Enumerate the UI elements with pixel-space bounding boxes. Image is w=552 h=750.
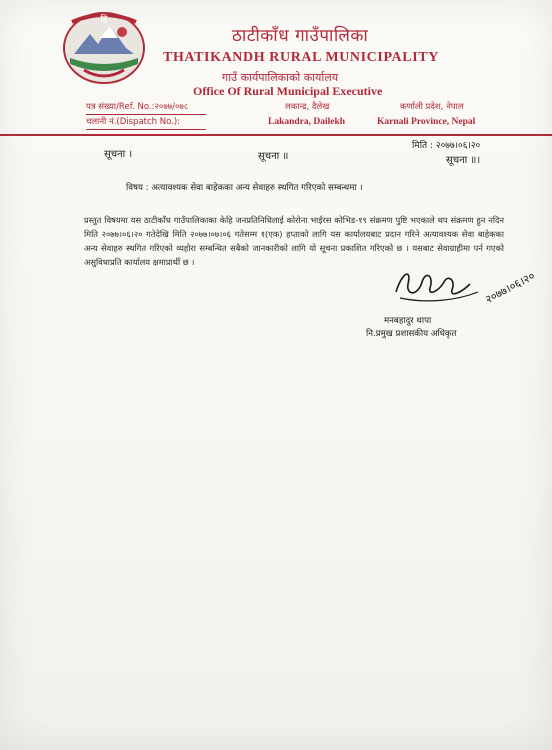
signatory-name: मनबहादुर थापा — [384, 316, 432, 326]
location-nepali: लकान्द्र, दैलेख — [285, 102, 330, 112]
municipality-title-nepali: ठाटीकाँध गाउँपालिका — [232, 26, 369, 46]
handwritten-signature-icon — [378, 262, 548, 312]
header-rule — [0, 134, 552, 136]
province-nepali: कर्णाली प्रदेश, नेपाल — [400, 102, 464, 112]
signatory-title: नि.प्रमुख प्रशासकीय अधिकृत — [366, 329, 457, 339]
notice-label-2: सूचना ॥ — [258, 151, 289, 162]
letter-body: प्रस्तुत विषयमा यस ठाटीकाँध गाउँपालिकाका केहि जनप्रतिनिधिलाई कोरोना भाईरस कोभिड-१९ संक्रमण पुष्टि भएकाले थप संक्रमण हुन नदिन मिति २०७७।०६।२० गतेदेखि मिति २०७७।०७।०६ गतेसम्म १(एक) हप्ताको लागि यस कार्यालयबाट प्रदान गरिने अत्यावश्यक सेवा बाहेकका अन्य सेवाहरु स्थगित गरिएको व्यहोरा सम्बन्धित सबैको जानकारीको लागि यो सूचना प्रकाशित गरिएको छ । यसबाट सेवाग्राहीमा पर्न गएको असुविधाप्रति कार्यालय क्षमाप्रार्थी छ । — [84, 215, 504, 267]
province-english: Karnali Province, Nepal — [377, 117, 476, 127]
handwritten-date: २०७७।०६।२० — [483, 269, 538, 307]
office-title-english: Office Of Rural Municipal Executive — [193, 84, 383, 98]
ref-number: पत्र संख्या/Ref. No.:२०७७/०७८ — [86, 102, 189, 112]
dispatch-number: चलानी नं.(Dispatch No.): — [86, 117, 181, 127]
letter-date: मिति : २०७७।०६।२० — [412, 141, 481, 151]
office-title-nepali: गाउँ कार्यपालिकाको कार्यालय — [222, 71, 339, 84]
letter-subject: विषय : अत्यावश्यक सेवा बाहेकका अन्य सेवाहरु स्थगित गरिएको सम्बन्धमा । — [126, 183, 363, 193]
svg-text:हि: हि — [100, 15, 108, 25]
location-english: Lakandra, Dailekh — [268, 117, 346, 127]
notice-label-3: सूचना ॥। — [446, 155, 481, 166]
notice-label-1: सूचना । — [104, 149, 133, 160]
municipality-title-english: THATIKANDH RURAL MUNICIPALITY — [163, 50, 439, 65]
municipality-emblem-icon — [60, 8, 148, 86]
